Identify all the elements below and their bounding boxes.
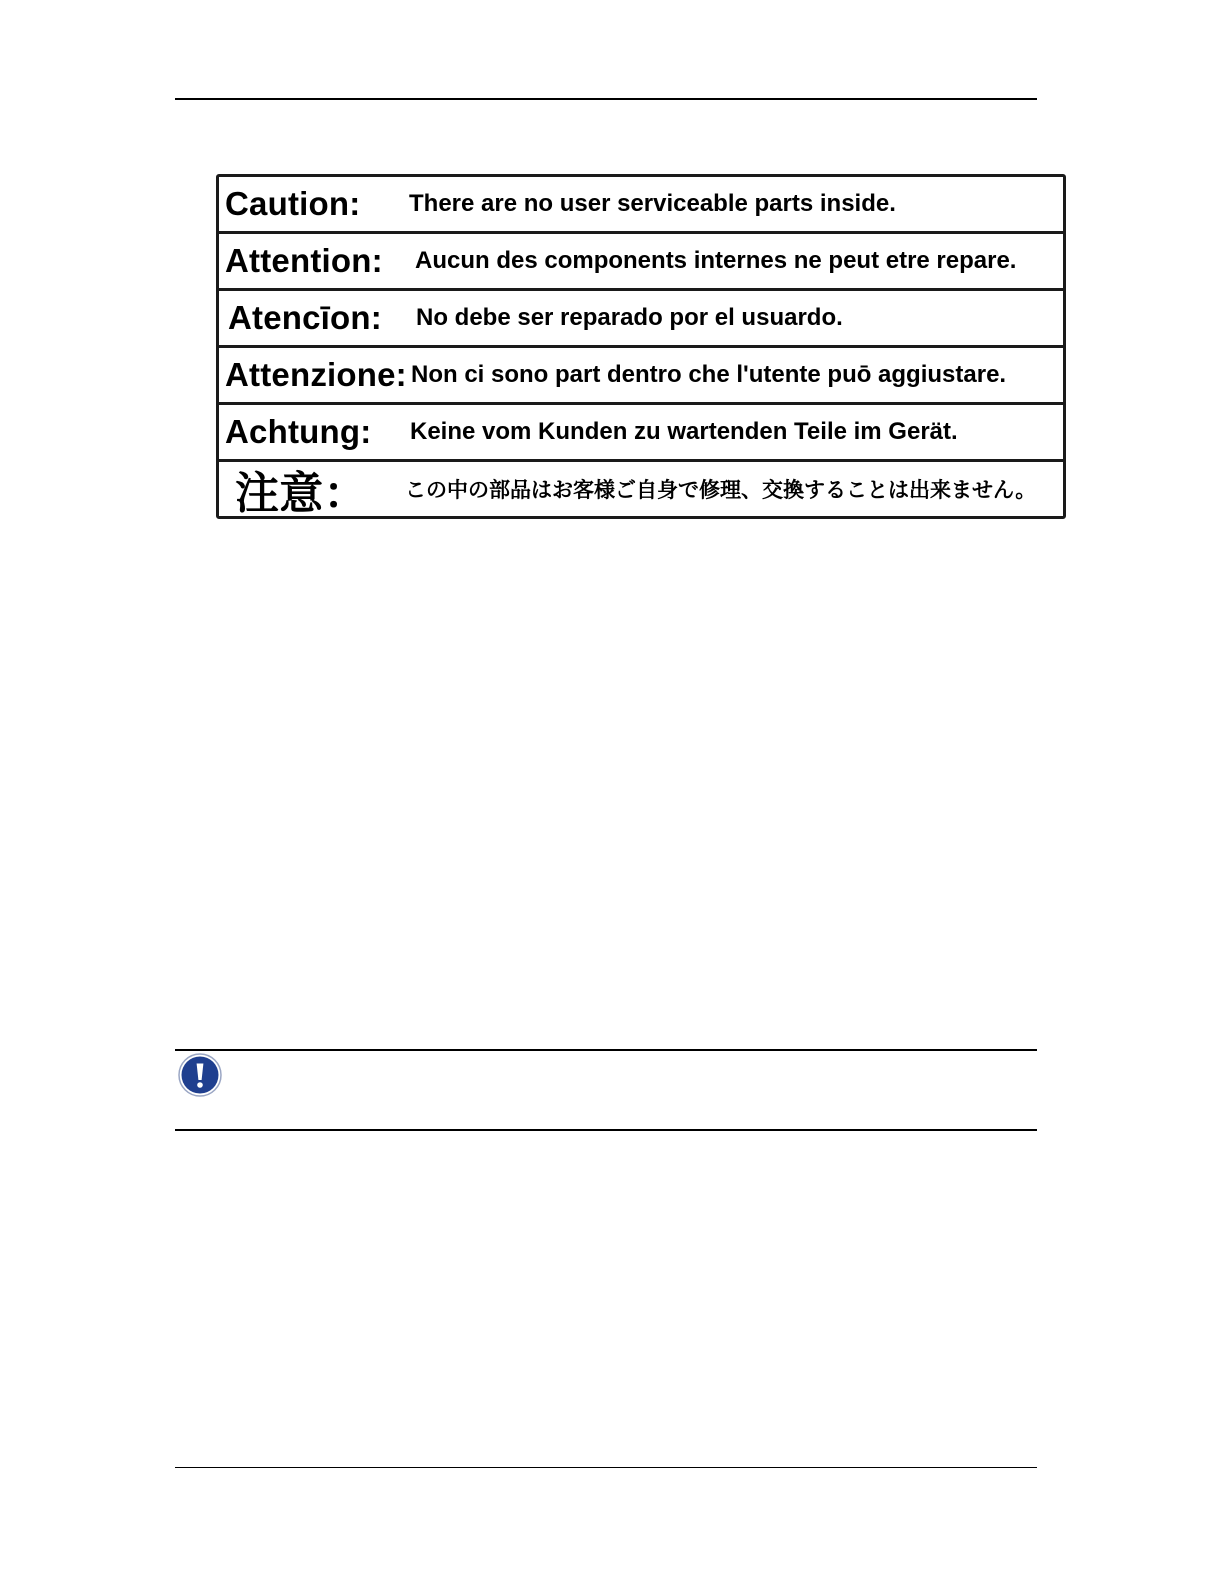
- row-language-label: Achtung:: [225, 413, 372, 450]
- row-language-label: Atencīon:: [228, 299, 382, 336]
- row-warning-text: Keine vom Kunden zu wartenden Teile im Gerät.: [410, 418, 958, 445]
- caution-row-japanese: [219, 462, 1063, 516]
- row-language-label: Attention:: [225, 242, 383, 279]
- caution-row-italian: [219, 348, 1063, 405]
- note-bottom-rule: [175, 1129, 1037, 1131]
- row-warning-text: No debe ser reparado por el usuardo.: [416, 304, 843, 331]
- footer-rule: [175, 1467, 1037, 1468]
- caution-row-french: [219, 234, 1063, 291]
- row-language-label: 注意：: [235, 468, 368, 516]
- row-language-label: Caution:: [225, 185, 361, 222]
- row-warning-text: この中の部品はお客様ご自身で修理、交換することは出来ません。: [405, 478, 1037, 502]
- row-warning-text: There are no user serviceable parts inside.: [409, 190, 896, 217]
- caution-label: [216, 174, 1066, 519]
- caution-row-spanish: [219, 291, 1063, 348]
- row-warning-text: Aucun des components internes ne peut etre repare.: [415, 247, 1017, 274]
- caution-row-english: [219, 177, 1063, 234]
- header-rule: [175, 98, 1037, 100]
- row-language-label: Attenzione:: [225, 356, 407, 393]
- row-warning-text: Non ci sono part dentro che l'utente puō aggiustare.: [411, 361, 1007, 388]
- note-top-rule: [175, 1049, 1037, 1051]
- caution-row-german: [219, 405, 1063, 462]
- exclamation-circle-icon: [178, 1053, 222, 1097]
